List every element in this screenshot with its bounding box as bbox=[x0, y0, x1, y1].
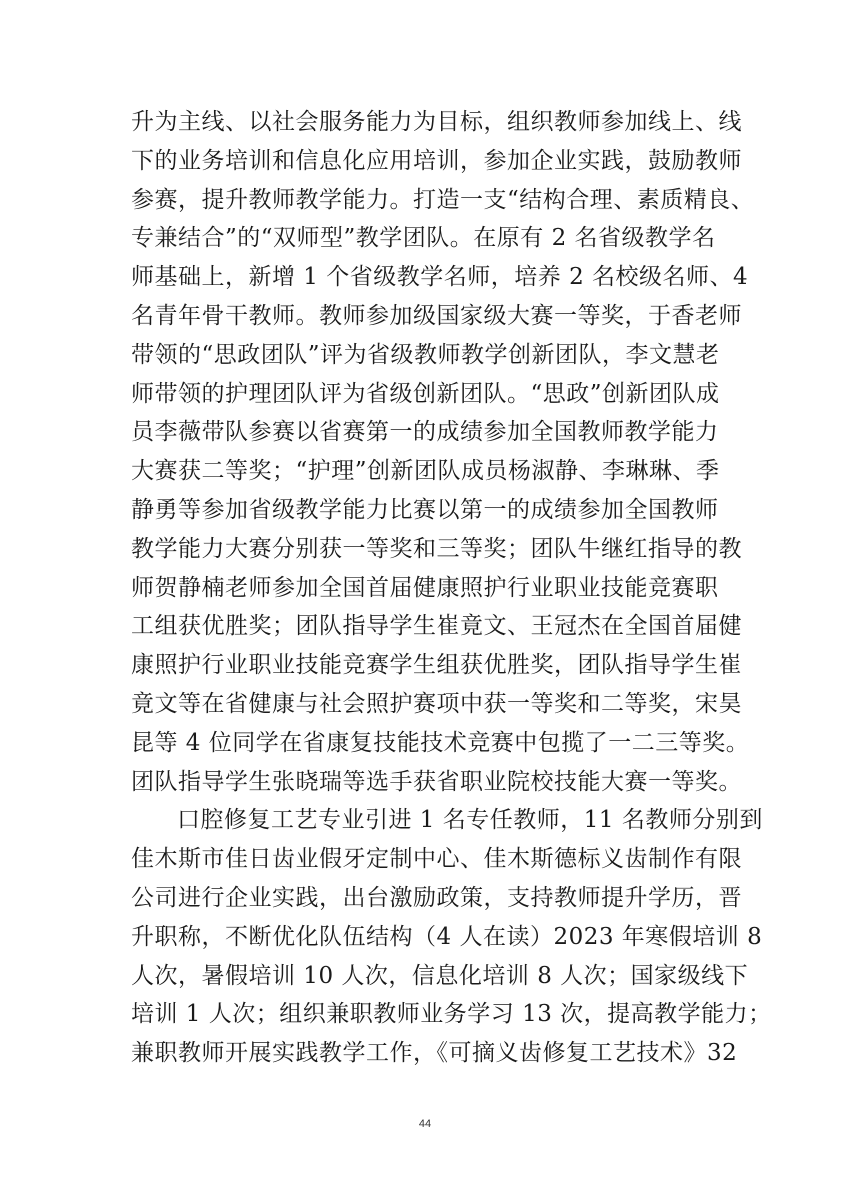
text-line: 静勇等参加省级教学能力比赛以第一的成绩参加全国教师 bbox=[131, 496, 719, 523]
text-line: 工组获优胜奖；团队指导学生崔竟文、王冠杰在全国首届健 bbox=[131, 613, 742, 640]
text-line: 专兼结合”的“双师型”教学团队。在原有 2 名省级教学名 bbox=[131, 225, 716, 252]
text-line: 团队指导学生张晓瑞等选手获省职业院校技能大赛一等奖。 bbox=[131, 768, 742, 795]
text-line: 教学能力大赛分别获一等奖和三等奖；团队牛继红指导的教 bbox=[131, 535, 742, 562]
text-line: 带领的“思政团队”评为省级教师教学创新团队，李文慧老 bbox=[131, 341, 720, 368]
page-number: 44 bbox=[418, 1118, 432, 1130]
text-line: 兼职教师开展实践教学工作，《可摘义齿修复工艺技术》32 bbox=[131, 1040, 738, 1067]
text-line: 参赛，提升教师教学能力。打造一支“结构合理、素质精良、 bbox=[131, 186, 755, 213]
text-line: 升为主线、以社会服务能力为目标，组织教师参加线上、线 bbox=[131, 109, 742, 135]
text-line: 下的业务培训和信息化应用培训，参加企业实践，鼓励教师 bbox=[131, 147, 742, 174]
text-line: 公司进行企业实践，出台激励政策，支持教师提升学历，晋 bbox=[131, 884, 742, 911]
text-line: 名青年骨干教师。教师参加级国家级大赛一等奖，于香老师 bbox=[131, 302, 742, 329]
text-line: 人次，暑假培训 10 人次，信息化培训 8 人次；国家级线下 bbox=[131, 962, 749, 989]
text-line: 大赛获二等奖；“护理”创新团队成员杨淑静、李琳琳、季 bbox=[131, 458, 720, 485]
text-line: 升职称，不断优化队伍结构（4 人在读）2023 年寒假培训 8 bbox=[131, 923, 763, 950]
paragraph-start-line: 口腔修复工艺专业引进 1 名专任教师，11 名教师分别到 bbox=[177, 807, 763, 834]
text-line: 师带领的护理团队评为省级创新团队。“思政”创新团队成 bbox=[131, 380, 720, 407]
text-line: 佳木斯市佳日齿业假牙定制中心、佳木斯德标义齿制作有限 bbox=[131, 846, 742, 873]
text-line: 竟文等在省健康与社会照护赛项中获一等奖和二等奖，宋昊 bbox=[131, 690, 742, 717]
text-line: 培训 1 人次；组织兼职教师业务学习 13 次，提高教学能力； bbox=[131, 1001, 772, 1028]
text-line: 师基础上，新增 1 个省级教学名师，培养 2 名校级名师、4 bbox=[131, 264, 749, 291]
text-line: 康照护行业职业技能竞赛学生组获优胜奖，团队指导学生崔 bbox=[131, 652, 742, 679]
text-line: 师贺静楠老师参加全国首届健康照护行业职业技能竞赛职 bbox=[131, 574, 719, 601]
text-line: 员李薇带队参赛以省赛第一的成绩参加全国教师教学能力 bbox=[131, 419, 719, 446]
text-line: 昆等 4 位同学在省康复技能技术竞赛中包揽了一二三等奖。 bbox=[131, 729, 750, 756]
body-text bbox=[131, 103, 772, 1073]
